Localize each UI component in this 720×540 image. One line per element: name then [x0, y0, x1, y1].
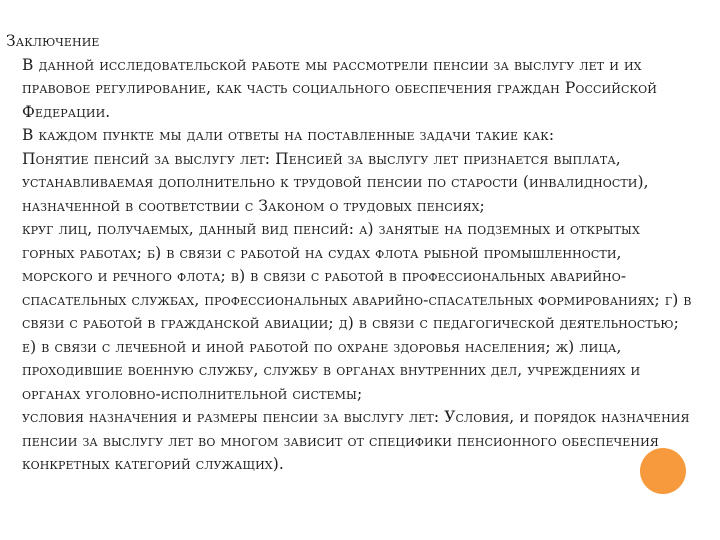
paragraph-eligible-persons: круг лиц, получаемых, данный вид пенсий: а) занятые на подземных и открытых горных работах; б) в связи с работой на судах флота рыбной промышленности, морского и речного флота; в) в связи с работой в профессиональных аварийно-спасательных службах, профессиональных аварийно-спасательных формированиях; г) в связи с работой в гражданской авиации; д) в связи с педагогической деятельностью; е) в связи с лечебной и иной работой по охране здоровья населения; ж) лица, проходившие военную службу, службу в органах внутренних дел, учреждениях и органах уголовно-исполнительной системы; [22, 220, 692, 403]
paragraph-definition: Понятие пенсий за выслугу лет: Пенсией за выслугу лет признается выплата, устанавливаемая дополнительно к трудовой пенсии по старости (инвалидности), назначенной в соответствии с Законом о трудовых пенсиях; [22, 149, 649, 215]
paragraph-tasks: В каждом пункте мы дали ответы на поставленные задачи такие как: [22, 126, 555, 144]
slide-body [6, 30, 696, 477]
slide-heading: Заключение [6, 32, 100, 50]
accent-circle-decoration [640, 448, 686, 494]
paragraph-conditions: условия назначения и размеры пенсии за выслугу лет: Условия, и порядок назначения пенсии за выслугу лет во многом зависит от специфики пенсионного обеспечения конкретных категорий служащих). [22, 408, 690, 473]
paragraph-intro: В данной исследовательской работе мы рассмотрели пенсии за выслугу лет и их правовое регулирование, как часть социального обеспечения граждан Российской Федерации. [22, 55, 657, 121]
